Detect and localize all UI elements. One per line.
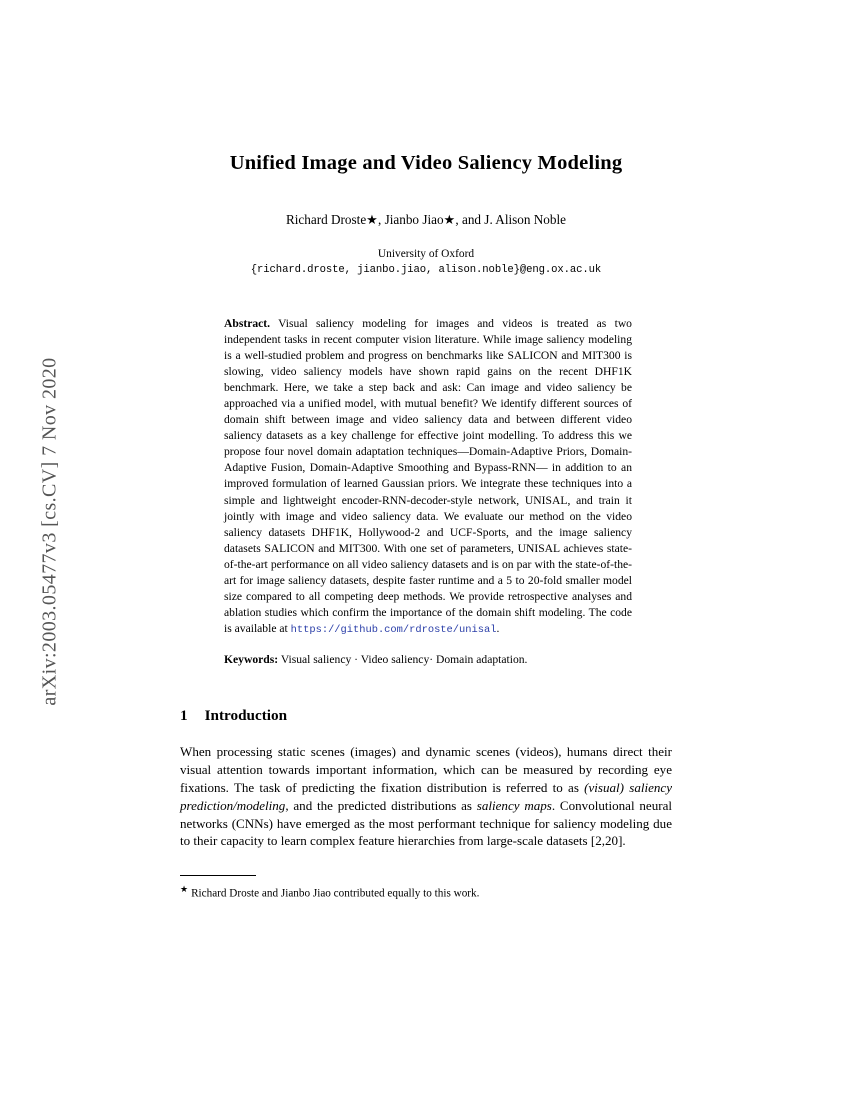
section-heading-introduction xyxy=(180,707,672,725)
keywords xyxy=(224,652,632,668)
section-number: 1 xyxy=(180,707,188,725)
arxiv-stamp-label: arXiv:2003.05477v3 [cs.CV] 7 Nov 2020 xyxy=(38,357,61,706)
arxiv-stamp xyxy=(0,0,60,1100)
footnote xyxy=(180,883,672,902)
code-repository-link[interactable]: https://github.com/rdroste/unisal xyxy=(290,623,497,636)
intro-text-part1: When processing static scenes (images) and dynamic scenes (videos), humans direct their visual attention towards important information, which can be measured by recording eye fixations. The task of predicting the fixation distribution is referred to as xyxy=(180,744,672,795)
footnote-marker-icon: ★ xyxy=(180,884,189,895)
footnote-divider xyxy=(180,875,256,876)
keywords-text: Visual saliency · Video saliency· Domain adaptation. xyxy=(280,653,528,667)
intro-text-part2: , and the predicted distributions as xyxy=(285,797,477,813)
section-title: Introduction xyxy=(204,707,288,725)
affiliation: University of Oxford xyxy=(377,248,475,260)
abstract-label: Abstract. xyxy=(224,317,271,330)
intro-italic-saliency-maps: saliency maps xyxy=(476,797,552,813)
keywords-label: Keywords: xyxy=(224,653,279,667)
author-list: Richard Droste★, Jianbo Jiao★, and J. Alison Noble xyxy=(285,212,567,227)
introduction-paragraph xyxy=(180,743,672,850)
intro-text-part3: . Convolutional neural networks (CNNs) have emerged as the most performant technique for saliency modeling due to their capacity to learn complex feature hierarchies from large-scale datasets [2,20]. xyxy=(180,797,672,849)
paper-content xyxy=(180,0,672,902)
page-title: Unified Image and Video Saliency Modeling xyxy=(229,152,623,174)
abstract-trailing-period: . xyxy=(496,621,500,635)
email-address: {richard.droste, jianbo.jiao, alison.noble}@eng.ox.ac.uk xyxy=(250,264,602,276)
footnote-text: Richard Droste and Jianbo Jiao contributed equally to this work. xyxy=(191,887,480,900)
abstract-text: Visual saliency modeling for images and videos is treated as two independent tasks in recent computer vision literature. While image saliency modeling is a well-studied problem and progress on benchmarks like SALICON and MIT300 is slowing, video saliency models have shown rapid gains on the recent DHF1K benchmark. Here, we take a step back and ask: Can image and video saliency be approached via a unified model, with mutual benefit? We identify different sources of domain shift between image and video saliency data and between different video saliency datasets as a key challenge for effective joint modelling. To address this we propose four novel domain adaptation techniques—Domain-Adaptive Priors, Domain-Adaptive Fusion, Domain-Adaptive Smoothing and Bypass-RNN— in addition to an improved formulation of learned Gaussian priors. We integrate these techniques into a simple and lightweight encoder-RNN-decoder-style network, UNISAL, and train it jointly with image and video saliency data. We evaluate our method on the video saliency datasets DHF1K, Hollywood-2 and UCF-Sports, and the image saliency datasets SALICON and MIT300. With one set of parameters, UNISAL achieves state-of-the-art performance on all video saliency datasets and is on par with the state-of-the-art for image saliency datasets, despite faster runtime and a 5 to 20-fold smaller model size compared to all competing deep methods. We provide retrospective analyses and ablation studies which confirm the importance of the domain shift modeling. The code is available at xyxy=(224,317,632,635)
intro-italic-saliency-prediction: (visual) saliency prediction/modeling xyxy=(180,779,672,813)
abstract xyxy=(224,316,632,637)
